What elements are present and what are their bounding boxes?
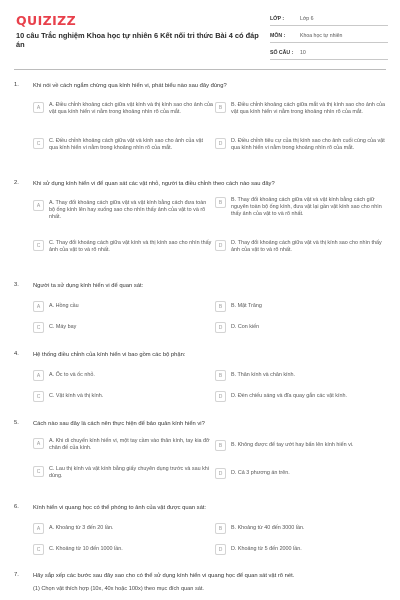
worksheet-meta: [270, 12, 388, 63]
question-text: Khi sử dụng kính hiển vi để quan sát các vật nhỏ, người ta điều chỉnh theo cách nào sau đây?: [33, 181, 275, 187]
option-text: D. Điều chỉnh tiêu cự của thị kính sao cho ảnh cuối cùng của vật qua kính hiển vi nằm trong khoảng nhìn rõ của mắt.: [231, 138, 385, 152]
option-text: D. Đèn chiếu sáng và đĩa quay gắn các vật kính.: [231, 393, 347, 399]
option-c[interactable]: [33, 466, 213, 480]
worksheet-header: [0, 0, 400, 68]
option-letter-box: A: [33, 370, 44, 381]
option-c[interactable]: [33, 391, 213, 402]
meta-row-count: [270, 46, 388, 60]
question-text: Khi nói về cách ngắm chừng qua kính hiển vi, phát biểu nào sau đây đúng?: [33, 83, 227, 89]
option-text: D. Con kiến: [231, 324, 260, 330]
meta-row-grade: [270, 12, 388, 26]
option-text: C. Vật kính và thị kính.: [49, 393, 104, 399]
option-letter-box: A: [33, 200, 44, 211]
question-number: 4.: [14, 351, 19, 357]
option-letter-box: B: [215, 440, 226, 451]
meta-label: SỐ CÂU :: [270, 49, 294, 56]
option-text: C. Lau thị kính và vật kính bằng giấy chuyên dụng trước và sau khi dùng.: [49, 466, 209, 480]
option-letter-box: C: [33, 240, 44, 251]
option-c[interactable]: [33, 240, 213, 254]
option-text: C. Máy bay: [49, 324, 77, 330]
option-letter-box: B: [215, 301, 226, 312]
meta-label: MÔN :: [270, 32, 286, 39]
option-a[interactable]: [33, 370, 213, 381]
quizizz-logo: QUIZIZZ: [16, 13, 77, 28]
question-text: Người ta sử dụng kính hiển vi để quan sát:: [33, 283, 144, 289]
option-text: B. Mặt Trăng: [231, 303, 262, 309]
option-c[interactable]: [33, 544, 213, 555]
question-number: 3.: [14, 282, 19, 288]
option-letter-box: D: [215, 240, 226, 251]
option-a[interactable]: [33, 523, 213, 534]
option-text: A. Khi di chuyển kính hiển vi, một tay cầm vào thân kính, tay kia đỡ chân đế của kính.: [49, 438, 210, 452]
header-divider: [14, 69, 386, 70]
question-number: 2.: [14, 180, 19, 186]
question-number: 6.: [14, 504, 19, 510]
option-text: C. Thay đổi khoảng cách giữa vật kính và thị kính sao cho nhìn thấy ảnh của vật to và rõ nhất.: [49, 240, 212, 254]
option-d[interactable]: [215, 138, 387, 152]
option-letter-box: A: [33, 301, 44, 312]
meta-value: Khoa học tự nhiên: [300, 32, 343, 39]
option-letter-box: B: [215, 197, 226, 208]
option-text: B. Khoảng từ 40 đến 3000 lần.: [231, 525, 305, 531]
option-a[interactable]: [33, 438, 213, 452]
option-text: C. Khoảng từ 10 đến 1000 lần.: [49, 546, 123, 552]
option-c[interactable]: [33, 322, 213, 333]
worksheet-title: 10 câu Trắc nghiệm Khoa học tự nhiên 6 Kết nối tri thức Bài 4 có đáp án: [16, 31, 259, 49]
option-d[interactable]: [215, 544, 387, 555]
option-b[interactable]: [215, 102, 387, 116]
option-letter-box: B: [215, 370, 226, 381]
option-d[interactable]: [215, 322, 387, 333]
option-letter-box: A: [33, 102, 44, 113]
option-text: B. Thay đổi khoảng cách giữa vật và vật kính bằng cách giữ nguyên toàn bộ ống kính, đưa vật lại gần vật kính sao cho nhìn thấy ảnh của vật to và rõ nhất.: [231, 197, 382, 218]
question-text: Hãy sắp xếp các bước sau đây sao cho có thể sử dụng kính hiển vi quang học để quan sát vật rõ nét.: [33, 573, 295, 579]
option-letter-box: A: [33, 523, 44, 534]
option-text: A. Thay đổi khoảng cách giữa vật và vật kính bằng cách đưa toàn bộ ống kính lên hay xuống sao cho nhìn thấy ảnh của vật to và rõ nhất.: [49, 200, 207, 221]
option-a[interactable]: [33, 200, 213, 222]
option-b[interactable]: [215, 523, 387, 534]
option-a[interactable]: [33, 102, 213, 116]
option-text: A. Điều chỉnh khoảng cách giữa vật kính và thị kính sao cho ảnh của vật qua kính hiển vi nằm trong khoảng nhìn rõ của mắt.: [49, 102, 213, 116]
option-letter-box: C: [33, 138, 44, 149]
option-text: C. Điều chỉnh khoảng cách giữa vật và kính sao cho ảnh của vật qua kính hiển vi nằm trong khoảng nhìn rõ của mắt.: [49, 138, 204, 152]
meta-row-subject: [270, 29, 388, 43]
option-text: D. Khoảng từ 5 đến 2000 lần.: [231, 546, 302, 552]
option-text: B. Điều chỉnh khoảng cách giữa mắt và thị kính sao cho ảnh của vật qua kính hiển vi nằm trong khoảng nhìn rõ của mắt.: [231, 102, 386, 116]
option-d[interactable]: [215, 240, 387, 254]
question-step-line: (1) Chọn vật thích hợp (10x, 40x hoặc 100x) theo mục đích quan sát.: [33, 586, 204, 592]
option-letter-box: B: [215, 102, 226, 113]
option-letter-box: C: [33, 544, 44, 555]
question-text: Cách nào sau đây là cách nên thực hiện để bảo quản kính hiển vi?: [33, 421, 205, 427]
meta-label: LỚP :: [270, 15, 285, 22]
option-b[interactable]: [215, 197, 387, 219]
option-letter-box: C: [33, 322, 44, 333]
question-text: Hệ thống điều chỉnh của kính hiển vi bao gồm các bộ phận:: [33, 352, 186, 358]
option-letter-box: C: [33, 466, 44, 477]
option-text: A. Khoảng từ 3 đến 20 lần.: [49, 525, 114, 531]
question-number: 1.: [14, 82, 19, 88]
option-letter-box: D: [215, 391, 226, 402]
option-a[interactable]: [33, 301, 213, 312]
option-letter-box: B: [215, 523, 226, 534]
option-text: B. Thân kính và chân kính.: [231, 372, 296, 378]
option-text: A. Hồng cầu: [49, 303, 79, 309]
option-letter-box: D: [215, 468, 226, 479]
question-number: 7.: [14, 572, 19, 578]
option-letter-box: C: [33, 391, 44, 402]
option-text: D. Thay đổi khoảng cách giữa vật và thị kính sao cho nhìn thấy ảnh của vật to và rõ nhất.: [231, 240, 382, 254]
question-text: Kính hiển vi quang học có thể phóng to ảnh của vật được quan sát:: [33, 505, 207, 511]
meta-value: 10: [300, 49, 306, 56]
option-d[interactable]: [215, 468, 387, 479]
option-text: D. Cả 3 phương án trên.: [231, 470, 290, 476]
option-b[interactable]: [215, 370, 387, 381]
question-number: 5.: [14, 420, 19, 426]
option-b[interactable]: [215, 440, 387, 451]
option-text: A. Ốc to và ốc nhỏ.: [49, 372, 95, 378]
option-letter-box: D: [215, 322, 226, 333]
option-letter-box: D: [215, 138, 226, 149]
option-c[interactable]: [33, 138, 213, 152]
option-letter-box: A: [33, 438, 44, 449]
option-d[interactable]: [215, 391, 387, 402]
meta-value: Lớp 6: [300, 15, 314, 22]
option-text: B. Không được để tay ướt hay bẩn lên kính hiển vi.: [231, 442, 354, 448]
option-letter-box: D: [215, 544, 226, 555]
option-b[interactable]: [215, 301, 387, 312]
